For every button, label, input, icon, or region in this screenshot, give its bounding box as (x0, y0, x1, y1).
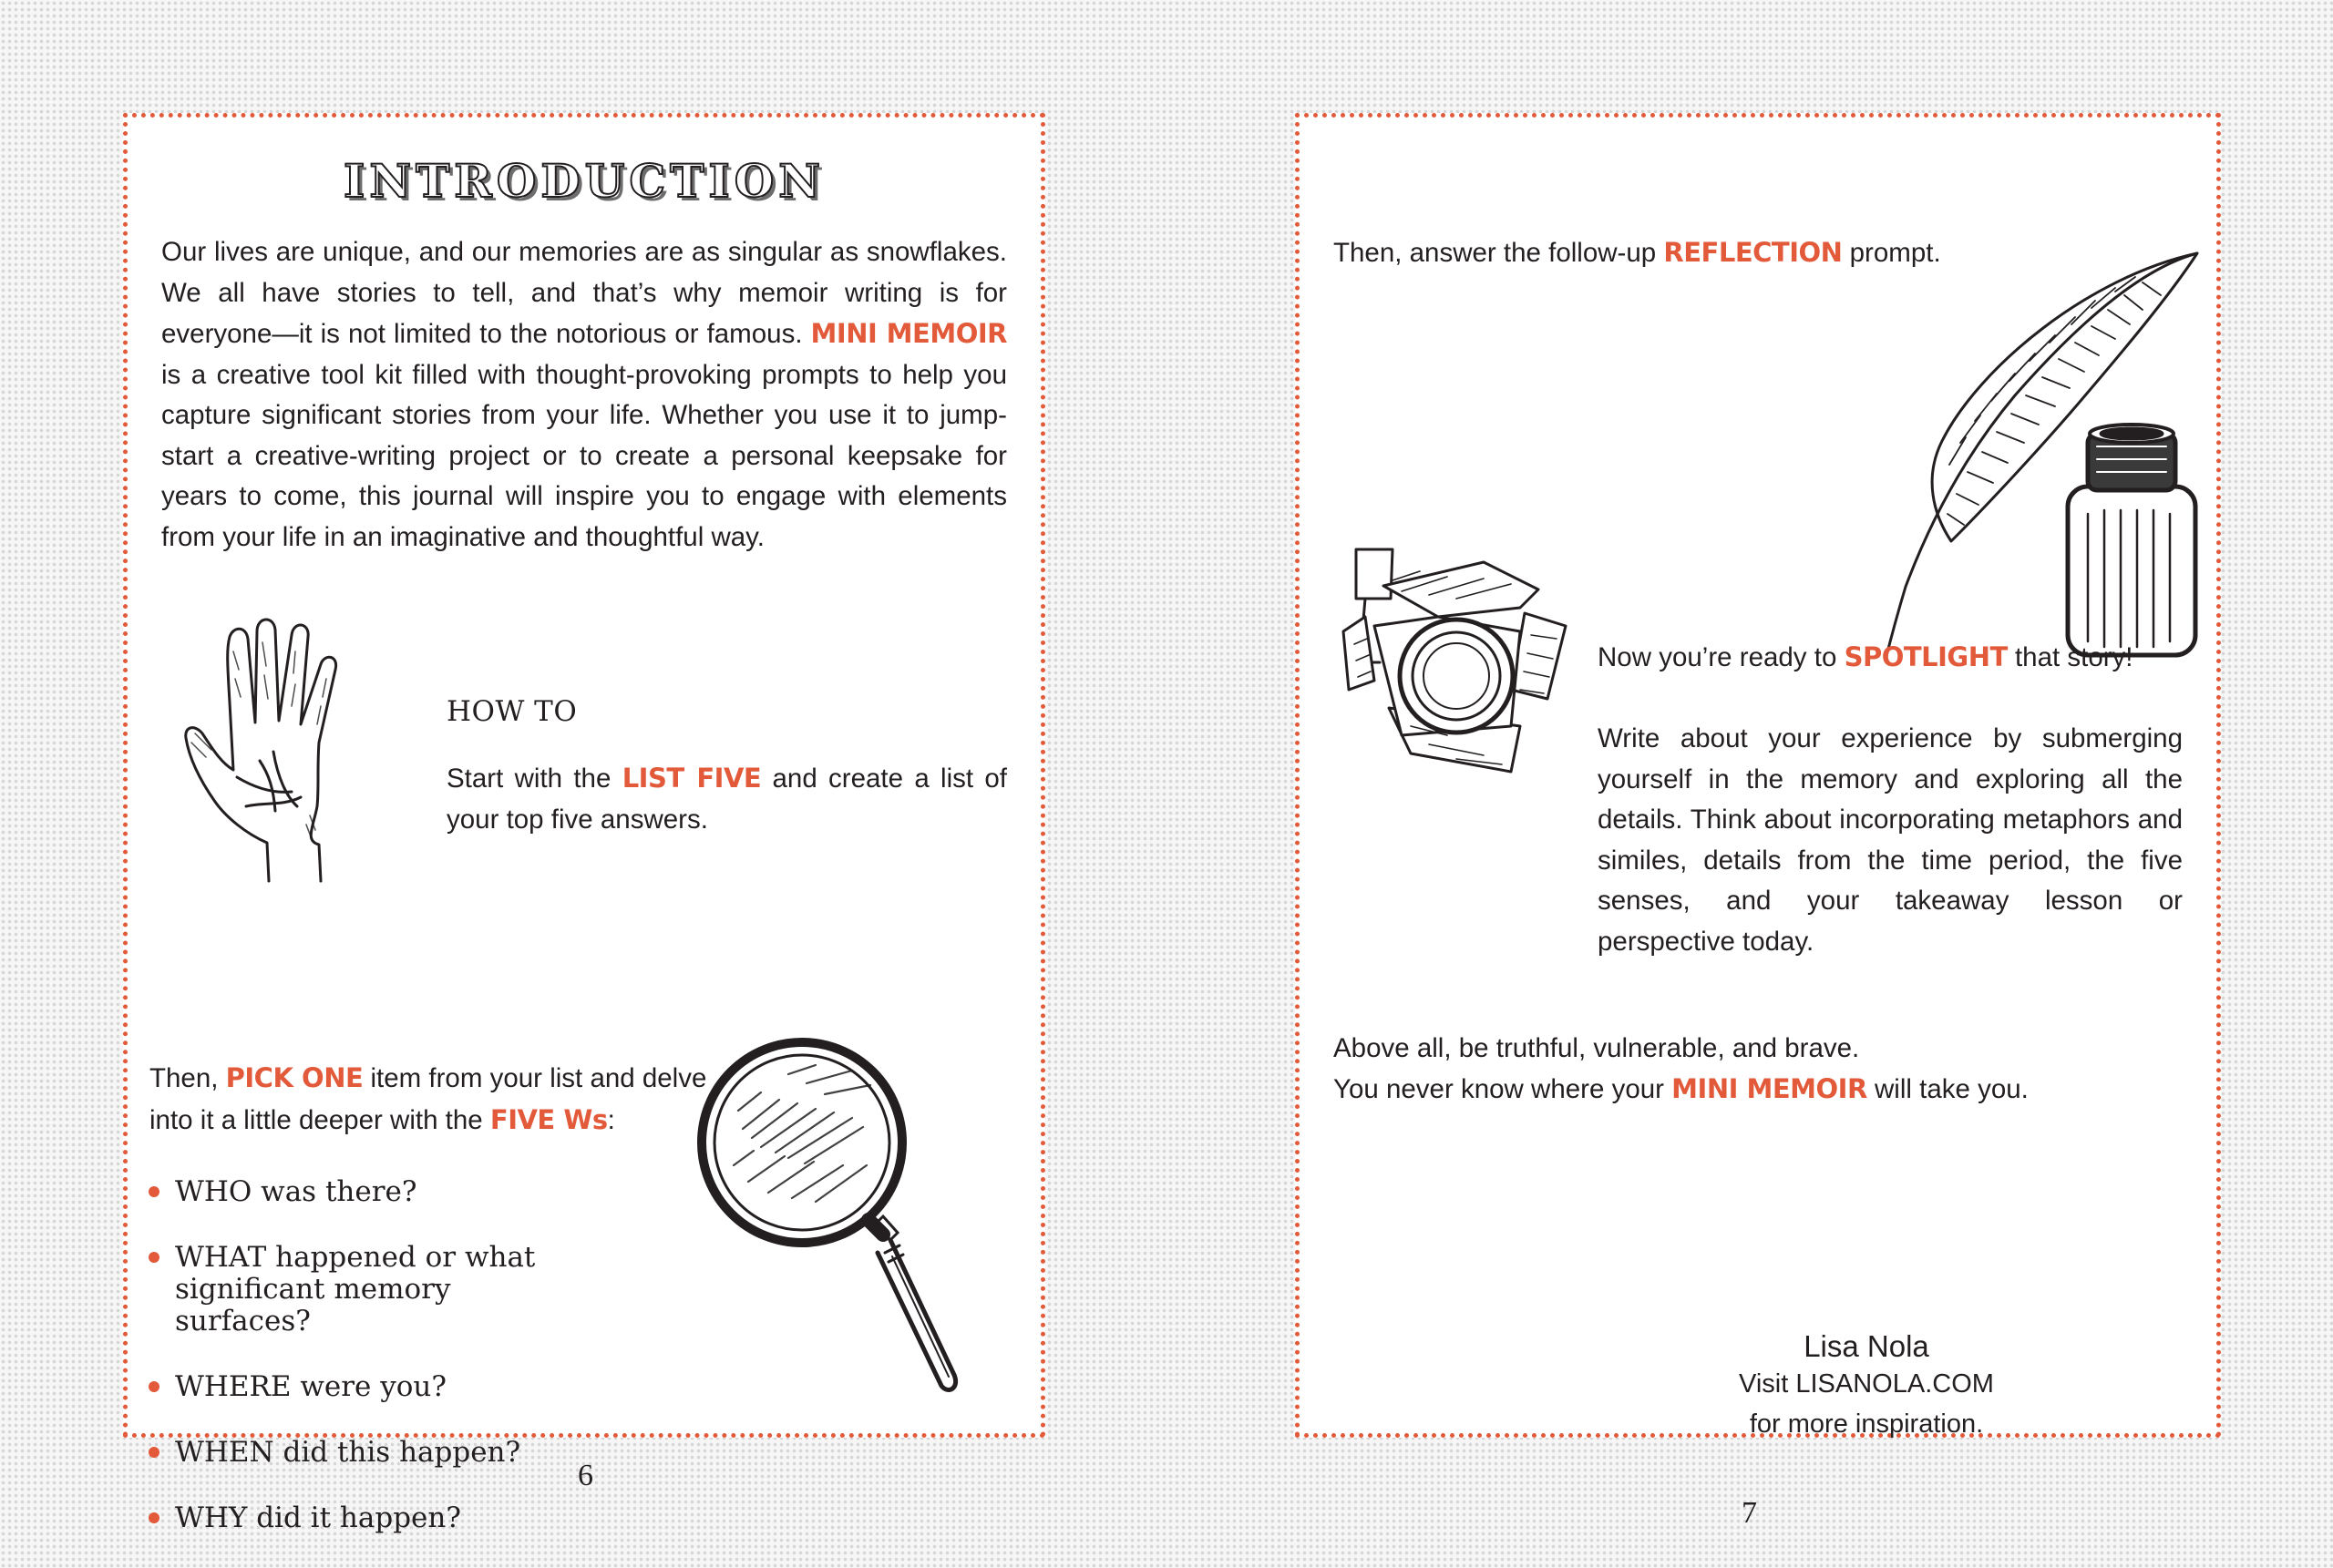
bullet-dot-icon (149, 1252, 159, 1263)
howto-paragraph (447, 758, 1007, 840)
five-ws-list (149, 1176, 577, 1568)
pick-one-paragraph (149, 1058, 742, 1141)
howto-text-pre: Start with the (447, 764, 612, 794)
reflection-text-pre: Then, answer the follow-up (1333, 238, 1657, 268)
list-item: WHAT happened or what significant memory surfaces? (149, 1242, 577, 1337)
never-know-line (1333, 1069, 2153, 1111)
page-number: 6 (578, 1459, 593, 1492)
write-paragraph: Write about your experience by submerging yourself in the memory and exploring all the details. Think about incorporating metaphors and similes, details from the time period, the five senses, and your takeaway lesson or perspective today. (1598, 723, 2183, 957)
never-know-text-post: will take you. (1874, 1074, 2029, 1104)
right-page (1295, 113, 2221, 1438)
page-title: INTRODUCTION (343, 154, 826, 208)
magnifying-glass-icon (697, 1029, 971, 1411)
page-number: 7 (1742, 1496, 1757, 1530)
visit-line: Visit LISANOLA.COM (1739, 1369, 1994, 1399)
bullet-dot-icon (149, 1447, 159, 1458)
signature-block (1639, 1324, 2094, 1444)
bullet-dot-icon (149, 1381, 159, 1392)
list-item: WHERE were you? (149, 1371, 577, 1403)
spotlight-highlight: SPOTLIGHT (1844, 641, 2008, 672)
left-page (123, 113, 1045, 1534)
mini-memoir-highlight: MINI MEMOIR (1671, 1073, 1867, 1104)
howto-heading: HOW TO (447, 695, 578, 728)
spotlight-text-post: that story! (2014, 642, 2133, 672)
bullet-dot-icon (149, 1186, 159, 1197)
mini-memoir-highlight: MINI MEMOIR (810, 318, 1007, 349)
inspiration-line: for more inspiration. (1749, 1409, 1984, 1439)
howto-text-post: and create a list of your top five answers. (447, 764, 1008, 835)
reflection-text-post: prompt. (1849, 238, 1941, 268)
intro-text-1: Our lives are unique, and our memories are as singular as snowflakes. We all have stories to tell, and that’s why memoir writing is for everyone—it is not limited to the notorious or famous. (161, 237, 1007, 349)
five-ws-highlight: FIVE Ws (489, 1103, 608, 1135)
intro-paragraph (161, 232, 1007, 558)
list-five-highlight: LIST FIVE (622, 763, 762, 794)
reflection-highlight: REFLECTION (1663, 237, 1843, 268)
quill-and-inkwell-icon (1869, 241, 2215, 669)
list-item: WHY did it happen? (149, 1502, 577, 1534)
bullet-dot-icon (149, 1512, 159, 1523)
spotlight-text-pre: Now you’re ready to (1598, 642, 1837, 672)
pick-one-colon: : (607, 1104, 615, 1135)
never-know-text-pre: You never know where your (1333, 1074, 1664, 1104)
pick-one-text-pre: Then, (149, 1063, 219, 1093)
above-all-line: Above all, be truthful, vulnerable, and brave. (1333, 1033, 1860, 1063)
hand-icon (182, 615, 401, 888)
author-name: Lisa Nola (1804, 1329, 1929, 1363)
pick-one-highlight: PICK ONE (225, 1062, 364, 1093)
spotlight-icon (1338, 544, 1575, 781)
list-item: WHEN did this happen? (149, 1437, 577, 1469)
pick-one-text-mid: item from your list and delve into it a little deeper with the (149, 1063, 707, 1135)
spotlight-paragraph (1598, 637, 2217, 679)
intro-text-2: is a creative tool kit filled with thought-provoking prompts to help you capture significant stories from your life. Whether you use it to jump-start a creative-writing project or to create a personal keepsake for years to come, this journal will inspire you to engage with elements from your life in an imaginative and thoughtful way. (161, 359, 1007, 552)
list-item: WHO was there? (149, 1176, 577, 1208)
